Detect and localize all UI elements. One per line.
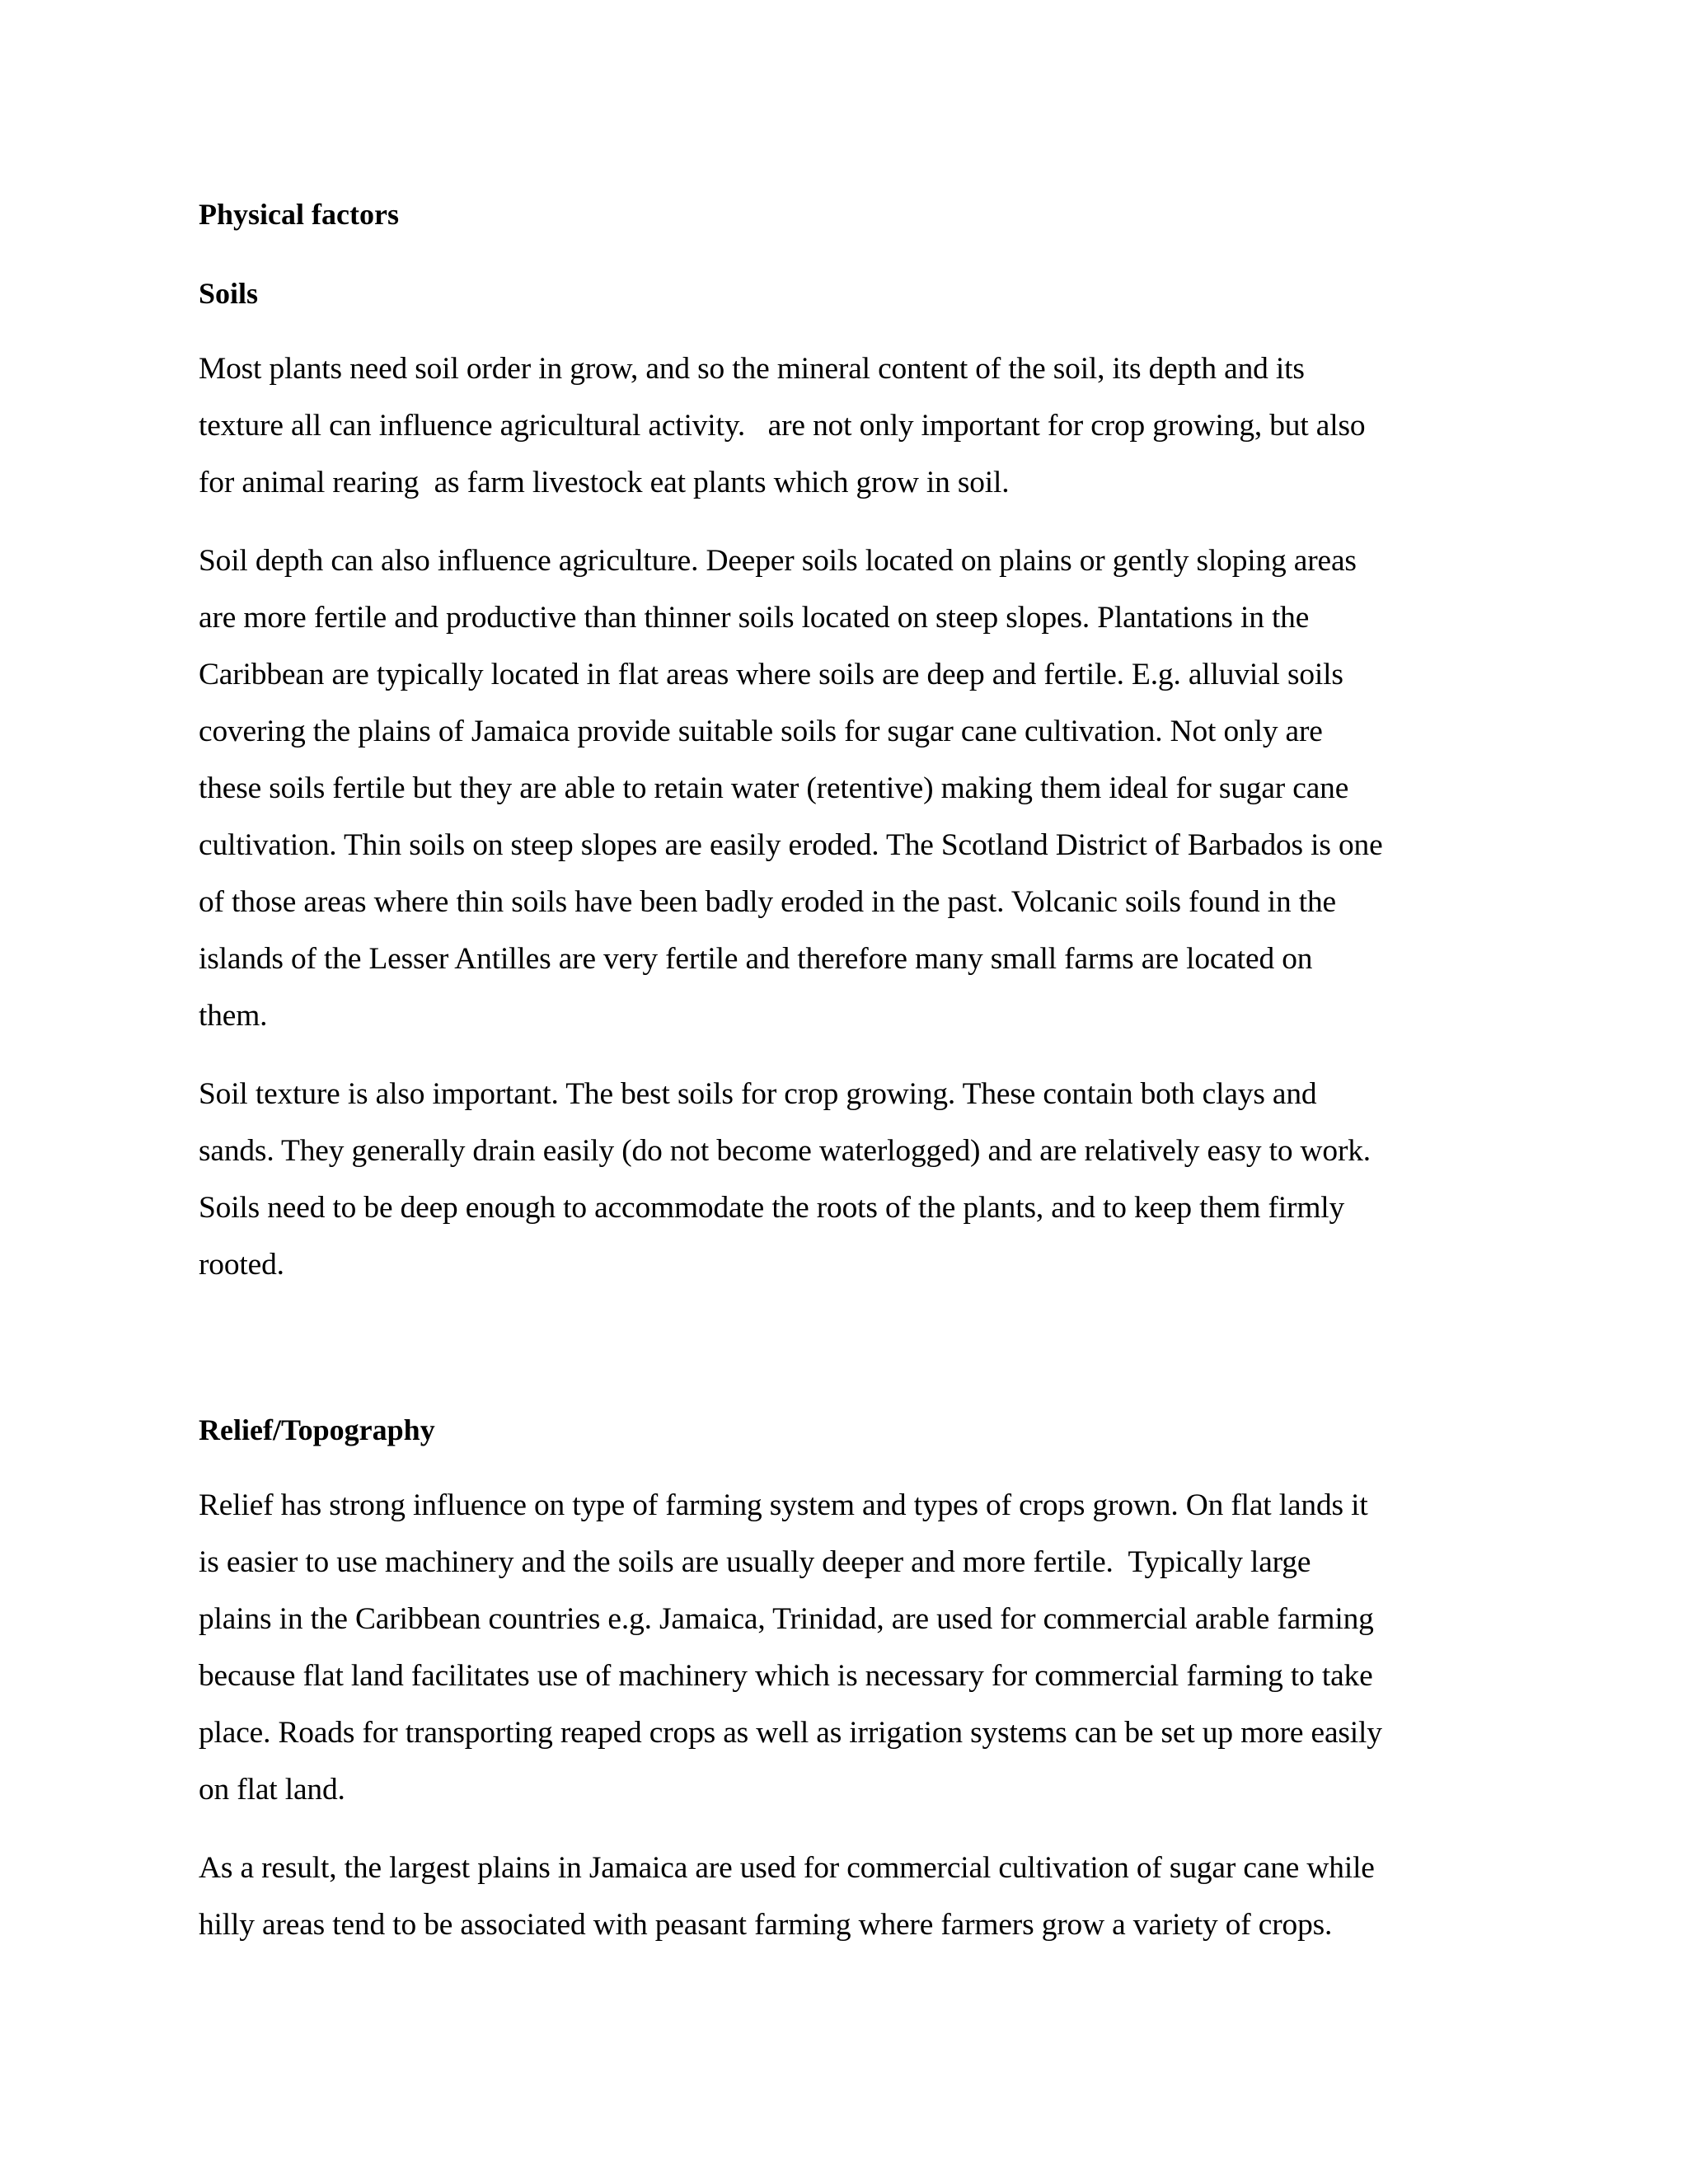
paragraph-relief-intro <box>199 1477 1493 1818</box>
text-line: of those areas where thin soils have been badly eroded in the past. Volcanic soils found in the <box>199 885 1336 919</box>
text-line: As a result, the largest plains in Jamaica are used for commercial cultivation of sugar cane while <box>199 1851 1375 1885</box>
text-line: are more fertile and productive than thinner soils located on steep slopes. Plantations in the <box>199 601 1310 635</box>
text-line: because flat land facilitates use of machinery which is necessary for commercial farming to take <box>199 1659 1373 1693</box>
text-line: Soils need to be deep enough to accommodate the roots of the plants, and to keep them firmly <box>199 1191 1345 1225</box>
text-line: cultivation. Thin soils on steep slopes are easily eroded. The Scotland District of Barbados is one <box>199 828 1383 862</box>
text-line: Caribbean are typically located in flat areas where soils are deep and fertile. E.g. alluvial soils <box>199 658 1343 691</box>
text-line: Most plants need soil order in grow, and so the mineral content of the soil, its depth and its <box>199 352 1305 386</box>
paragraph-relief-result <box>199 1840 1493 1953</box>
document-body <box>199 194 1493 1953</box>
heading-relief-topography: Relief/Topography <box>199 1413 435 1446</box>
text-line: for animal rearing as farm livestock eat plants which grow in soil. <box>199 466 1010 499</box>
text-line: place. Roads for transporting reaped crops as well as irrigation systems can be set up more easily <box>199 1716 1382 1750</box>
text-line: these soils fertile but they are able to retain water (retentive) making them ideal for sugar cane <box>199 771 1349 805</box>
text-line: on flat land. <box>199 1773 345 1807</box>
text-line: covering the plains of Jamaica provide suitable soils for sugar cane cultivation. Not only are <box>199 715 1323 748</box>
text-line: rooted. <box>199 1248 284 1282</box>
text-line: Soil depth can also influence agriculture. Deeper soils located on plains or gently sloping areas <box>199 544 1357 578</box>
text-line: texture all can influence agricultural activity. are not only important for crop growing, but also <box>199 409 1366 443</box>
text-line: is easier to use machinery and the soils are usually deeper and more fertile. Typically large <box>199 1545 1311 1579</box>
heading-physical-factors: Physical factors <box>199 198 399 231</box>
text-line: hilly areas tend to be associated with peasant farming where farmers grow a variety of crops. <box>199 1908 1333 1942</box>
heading-soils: Soils <box>199 277 259 310</box>
paragraph-soil-depth <box>199 532 1493 1044</box>
text-line: them. <box>199 999 268 1033</box>
text-line: plains in the Caribbean countries e.g. Jamaica, Trinidad, are used for commercial arable farming <box>199 1602 1374 1636</box>
text-line: islands of the Lesser Antilles are very fertile and therefore many small farms are located on <box>199 942 1313 976</box>
text-line: Soil texture is also important. The best soils for crop growing. These contain both clays and <box>199 1077 1317 1111</box>
paragraph-soils-intro <box>199 340 1493 511</box>
text-line: Relief has strong influence on type of farming system and types of crops grown. On flat lands it <box>199 1488 1368 1522</box>
text-line: sands. They generally drain easily (do not become waterlogged) and are relatively easy to work. <box>199 1134 1372 1168</box>
paragraph-soil-texture <box>199 1066 1493 1293</box>
